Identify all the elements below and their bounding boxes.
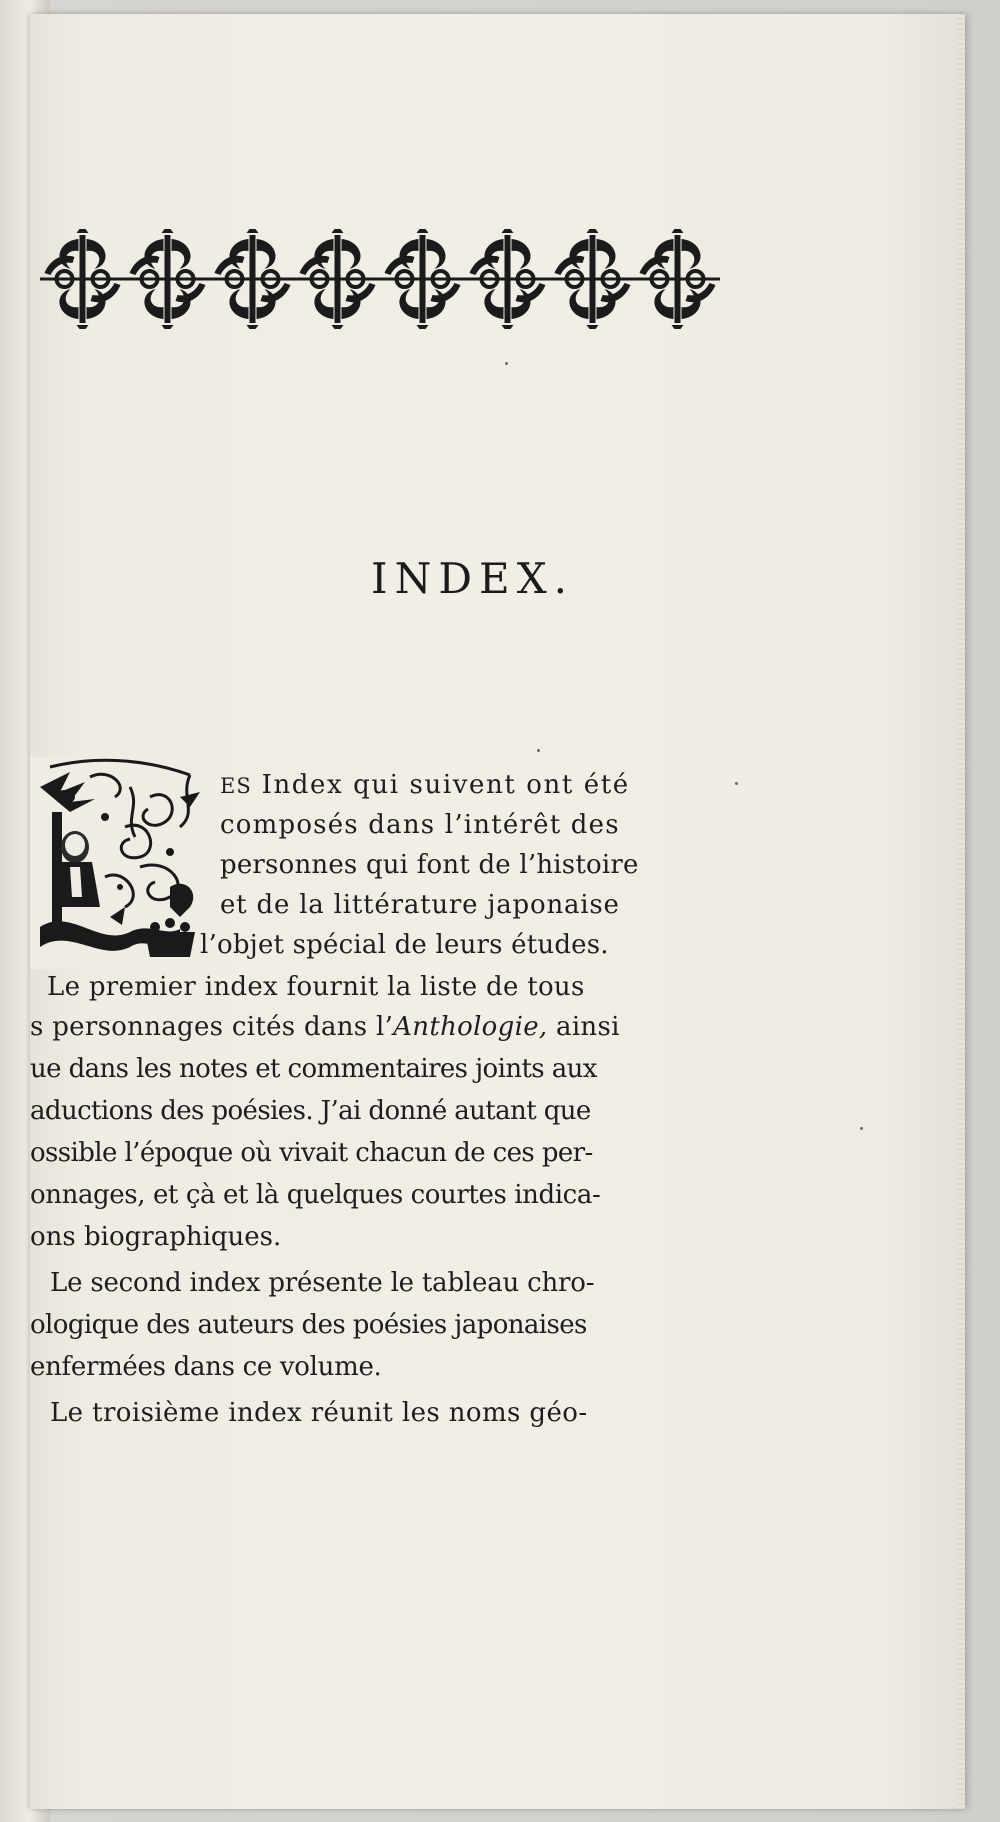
fleuron-motif: [555, 229, 631, 329]
paper-speck: [735, 782, 738, 785]
first-line-rest: Index qui suivent ont été: [251, 770, 630, 800]
text-line-6: Le premier index fournit la liste de tous: [47, 972, 585, 1002]
fleuron-motif: [470, 229, 546, 329]
text-line-3: personnes qui font de l’histoire: [220, 850, 639, 880]
paper-speck: [505, 362, 508, 365]
text-line-15: enfermées dans ce volume.: [30, 1352, 382, 1382]
fleuron-motif: [385, 229, 461, 329]
paper-speck: [860, 1127, 863, 1130]
text-line-5: l’objet spécial de leurs études.: [200, 930, 609, 960]
text-line-13: Le second index présente le tableau chro-: [50, 1268, 595, 1298]
text-line-12: ons biographiques.: [30, 1222, 282, 1252]
fleuron-motif: [215, 229, 291, 329]
fleuron-motif: [130, 229, 206, 329]
line-7-end: ainsi: [547, 1012, 620, 1042]
text-line-7: [30, 1014, 620, 1040]
book-page: [30, 14, 965, 1809]
text-line-2: composés dans l’intérêt des: [220, 810, 620, 840]
text-line-4: et de la littérature japonaise: [220, 890, 620, 920]
fleuron-motif: [300, 229, 376, 329]
text-line-8: ue dans les notes et commentaires joints aux: [30, 1054, 597, 1084]
paper-speck: [537, 749, 540, 752]
page-title: INDEX.: [371, 554, 574, 603]
lead-in-small-caps: ES: [220, 774, 252, 798]
historiated-initial-icon: [30, 757, 204, 969]
fleuron-motif: [640, 229, 716, 329]
text-line-11: onnages, et çà et là quelques courtes indica-: [30, 1180, 601, 1210]
page-fore-edge: [957, 14, 965, 1809]
fleuron-motif: [45, 229, 121, 329]
text-line-16: Le troisième index réunit les noms géo-: [50, 1398, 588, 1428]
text-line-1: [220, 772, 630, 798]
text-line-9: aductions des poésies. J’ai donné autant que: [30, 1096, 591, 1126]
italic-anthologie: Anthologie,: [393, 1012, 548, 1042]
text-line-10: ossible l’époque où vivait chacun de ces per-: [30, 1138, 593, 1168]
line-7-start: s personnages cités dans l’: [30, 1012, 394, 1042]
fleuron-ornament-band: [40, 229, 720, 329]
text-line-14: ologique des auteurs des poésies japonaises: [30, 1310, 587, 1340]
